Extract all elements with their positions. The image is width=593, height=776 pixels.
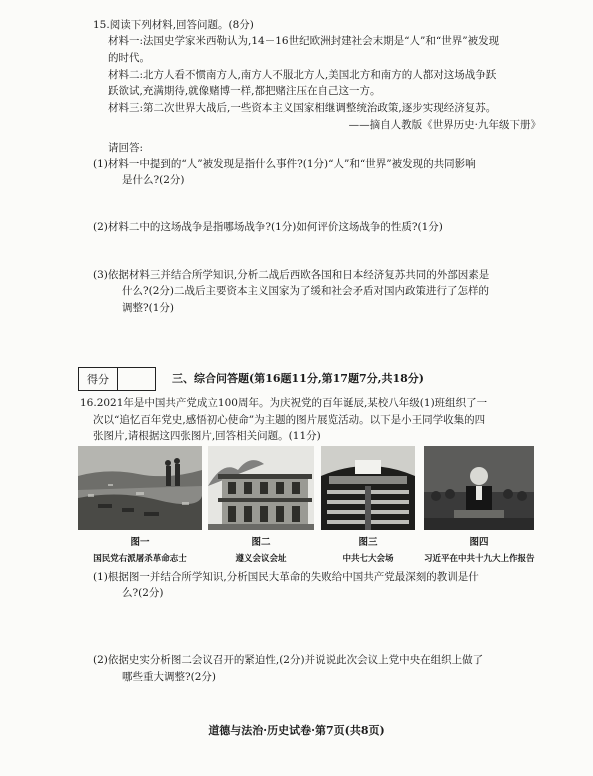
figure-4-caption: 习近平在中共十九大上作报告 — [424, 554, 535, 564]
figure-2-label: 图二 — [251, 537, 271, 548]
q15-material-1-line-2: 的时代。 — [108, 52, 150, 64]
figure-4-label: 图四 — [469, 537, 489, 548]
figure-1-photo — [78, 446, 202, 530]
q16-stem-line-1: 16.2021年是中国共产党成立100周年。为庆祝党的百年诞辰,某校八年级(1)班组织了一 — [80, 397, 488, 409]
q16-sub2-line-1: (2)依据史实分析图二会议召开的紧迫性,(2分)并说说此次会议上党中央在组织上做了 — [93, 654, 484, 666]
q15-stem: 15.阅读下列材料,回答问题。(8分) — [93, 19, 254, 31]
q15-material-1-line-1: 材料一:法国史学家米西勒认为,14－16世纪欧洲封建社会末期是“人”和“世界”被发现 — [108, 35, 500, 47]
figure-3-caption: 中共七大会场 — [342, 554, 394, 564]
q15-source: ——摘自人教版《世界历史·九年级下册》 — [348, 119, 541, 131]
q15-sub2: (2)材料二中的这场战争是指哪场战争?(1分)如何评价这场战争的性质?(1分) — [93, 221, 443, 233]
q15-sub1-line-2: 是什么?(2分) — [122, 174, 185, 186]
page-footer: 道德与法治·历史试卷·第7页(共8页) — [208, 724, 385, 737]
q15-sub3-line-2: 什么?(2分)二战后主要资本主义国家为了缓和社会矛盾对国内政策进行了怎样的 — [122, 285, 490, 297]
q16-stem-line-3: 张图片,请根据这四张图片,回答相关问题。(11分) — [93, 430, 321, 442]
q15-material-2-line-1: 材料二:北方人看不惯南方人,南方人不服北方人,美国北方和南方的人都对这场战争跃 — [108, 69, 497, 81]
q16-stem-line-2: 次以“追忆百年党史,感悟初心使命”为主题的图片展览活动。以下是小王同学收集的四 — [93, 414, 486, 426]
figure-3-photo — [321, 446, 415, 530]
q15-material-3: 材料三:第二次世界大战后,一些资本主义国家相继调整统治政策,逐步实现经济复苏。 — [108, 102, 497, 114]
q16-sub1-line-2: 么?(2分) — [122, 587, 164, 599]
figure-3-label: 图三 — [358, 537, 378, 548]
q15-sub3-line-3: 调整?(1分) — [122, 302, 175, 314]
score-blank — [118, 368, 155, 390]
q16-sub1-line-1: (1)根据图一并结合所学知识,分析国民大革命的失败给中国共产党最深刻的教训是什 — [93, 571, 479, 583]
q15-material-2-line-2: 跃欲试,充满期待,就像赌博一样,都把赌注压在自己这一方。 — [108, 85, 381, 97]
q15-ask: 请回答: — [108, 142, 144, 154]
score-label: 得分 — [79, 368, 118, 390]
q15-sub1-line-1: (1)材料一中提到的“人”被发现是指什么事件?(1分)“人”和“世界”被发现的共同影响 — [93, 158, 476, 170]
q15-sub3-line-1: (3)依据材料三并结合所学知识,分析二战后西欧各国和日本经济复苏共同的外部因素是 — [93, 269, 490, 281]
figure-2-caption: 遵义会议会址 — [235, 554, 287, 564]
figure-2-photo — [208, 446, 314, 530]
q16-sub2-line-2: 哪些重大调整?(2分) — [122, 671, 217, 683]
figure-1-caption: 国民党右派屠杀革命志士 — [93, 554, 187, 564]
figure-4-photo — [424, 446, 534, 530]
score-box — [78, 367, 156, 391]
figure-1-label: 图一 — [130, 537, 150, 548]
section-3-title: 三、综合问答题(第16题11分,第17题7分,共18分) — [172, 372, 424, 385]
